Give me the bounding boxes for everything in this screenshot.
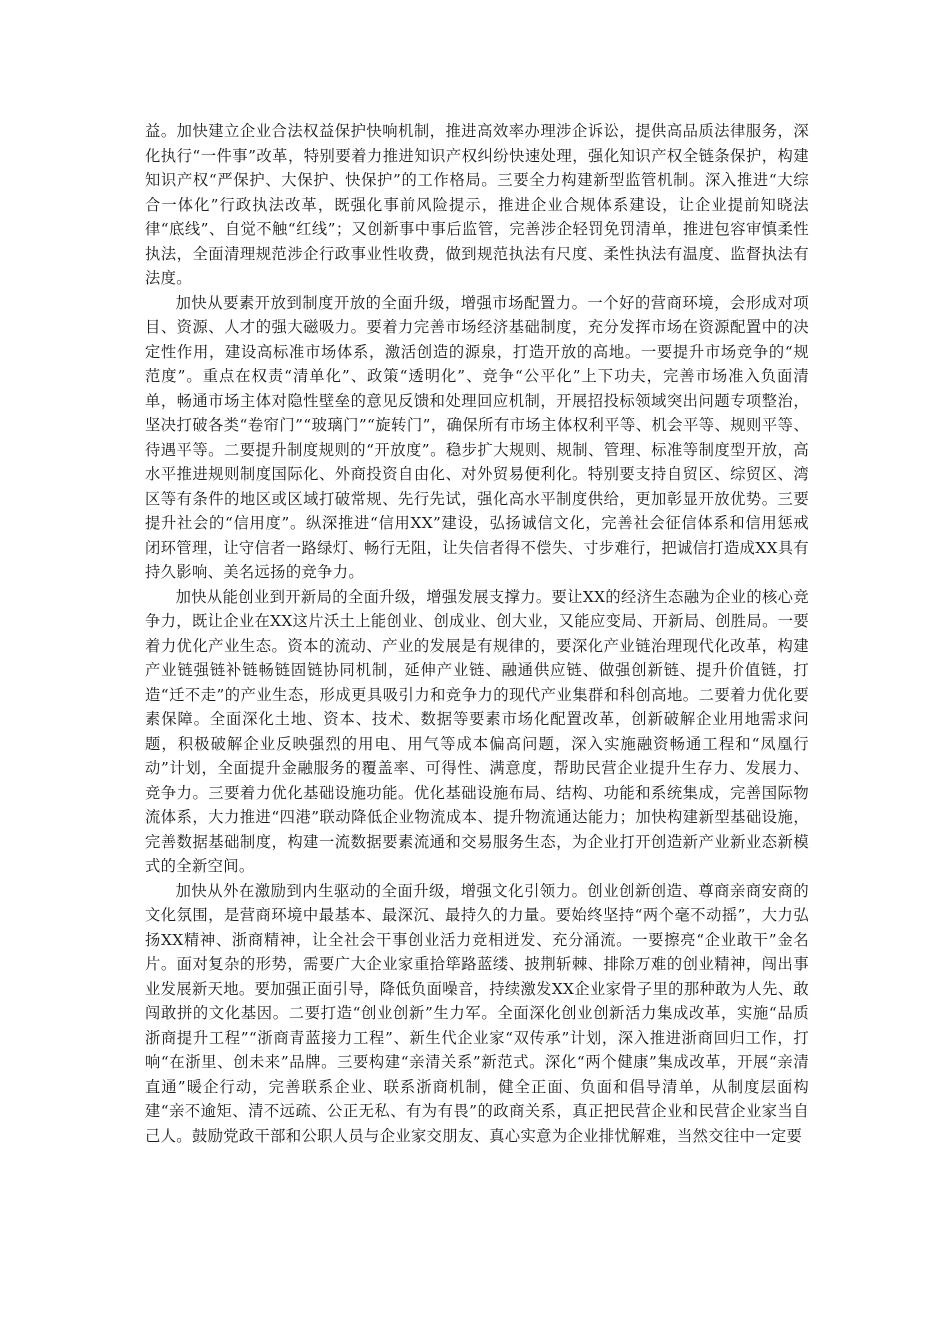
paragraph-development-support: 加快从能创业到开新局的全面升级，增强发展支撑力。要让XX的经济生态融为企业的核心竞争力，既让企业在XX这片沃土上能创业、创成业、创大业，又能应变局、开新局、创胜局。一要着力优化产业生态。资本的流动、产业的发展是有规律的，要深化产业链治理现代化改革，构建产业链强链补链畅链固链协同机制，延伸产业链、融通供应链、做强创新链、提升价值链，打造“迁不走”的产业生态，形成更具吸引力和竞争力的现代产业集群和科创高地。二要着力优化要素保障。全面深化土地、资本、技术、数据等要素市场化配置改革，创新破解企业用地需求问题，积极破解企业反映强烈的用电、用气等成本偏高问题，深入实施融资畅通工程和“凤凰行动”计划，全面提升金融服务的覆盖率、可得性、满意度，帮助民营企业提升生存力、发展力、竞争力。三要着力优化基础设施功能。优化基础设施布局、结构、功能和系统集成，完善国际物流体系，大力推进“四港”联动降低企业物流成本、提升物流通达能力；加快构建新型基础设施，完善数据基础制度，构建一流数据要素流通和交易服务生态，为企业打开创造新产业新业态新模式的全新空间。 <box>145 587 810 875</box>
paragraph-market-allocation: 加快从要素开放到制度开放的全面升级，增强市场配置力。一个好的营商环境，会形成对项目、资源、人才的强大磁吸力。要着力完善市场经济基础制度，充分发挥市场在资源配置中的决定性作用，建设高标准市场体系，激活创造的源泉，打造开放的高地。一要提升市场竞争的“规范度”。重点在权责“清单化”、政策“透明化”、竞争“公平化”上下功夫，完善市场准入负面清单，畅通市场主体对隐性壁垒的意见反馈和处理回应机制，开展招投标领域突出问题专项整治，坚决打破各类“卷帘门”“玻璃门”“旋转门”，确保所有市场主体权利平等、机会平等、规则平等、待遇平等。二要提升制度规则的“开放度”。稳步扩大规则、规制、管理、标准等制度型开放，高水平推进规则制度国际化、外商投资自由化、对外贸易便利化。特别要支持自贸区、综贸区、湾区等有条件的地区或区域打破常规、先行先试，强化高水平制度供给，更加彰显开放优势。三要提升社会的“信用度”。纵深推进“信用XX”建设，弘扬诚信文化，完善社会征信体系和信用惩戒闭环管理，让守信者一路绿灯、畅行无阻，让失信者得不偿失、寸步难行，把诚信打造成XX具有持久影响、美名远扬的竞争力。 <box>145 293 810 581</box>
paragraph-legal-protection: 益。加快建立企业合法权益保护快响机制，推进高效率办理涉企诉讼，提供高品质法律服务，深化执行“一件事”改革，特别要着力推进知识产权纠纷快速处理，强化知识产权全链条保护，构建知识产权“严保护、大保护、快保护”的工作格局。三要全力构建新型监管机制。深入推进“大综合一体化”行政执法改革，既强化事前风险提示，推进企业合规体系建设，让企业提前知晓法律“底线”、自觉不触“红线”；又创新事中事后监管，完善涉企轻罚免罚清单，推进包容审慎柔性执法，全面清理规范涉企行政事业性收费，做到规范执法有尺度、柔性执法有温度、监督执法有法度。 <box>145 122 809 287</box>
paragraph-cultural-leadership: 加快从外在激励到内生驱动的全面升级，增强文化引领力。创业创新创造、尊商亲商安商的文化氛围，是营商环境中最基本、最深沉、最持久的力量。要始终坚持“两个毫不动摇”，大力弘扬XX精神、浙商精神，让全社会干事创业活力竞相迸发、充分涌流。一要擦亮“企业敢干”金名片。面对复杂的形势，需要广大企业家重拾筚路蓝缕、披荆斩棘、排除万难的创业精神，闯出事业发展新天地。要加强正面引导，降低负面噪音，持续激发XX企业家骨子里的那种敢为人先、敢闯敢拼的文化基因。二要打造“创业创新”生力军。全面深化创业创新活力集成改革，实施“品质浙商提升工程”“浙商青蓝接力工程”、新生代企业家“双传承”计划，深入推进浙商回归工作，打响“在浙里、创未来”品牌。三要构建“亲清关系”新范式。深化“两个健康”集成改革，开展“亲清直通”暖企行动，完善联系企业、联系浙商机制，健全正面、负面和倡导清单，从制度层面构建“亲不逾矩、清不远疏、公正无私、有为有畏”的政商关系，真正把民营企业和民营企业家当自己人。鼓励党政干部和公职人员与企业家交朋友、真心实意为企业排忧解难，当然交往中一定要 <box>145 881 810 1145</box>
document-body <box>145 119 809 1148</box>
